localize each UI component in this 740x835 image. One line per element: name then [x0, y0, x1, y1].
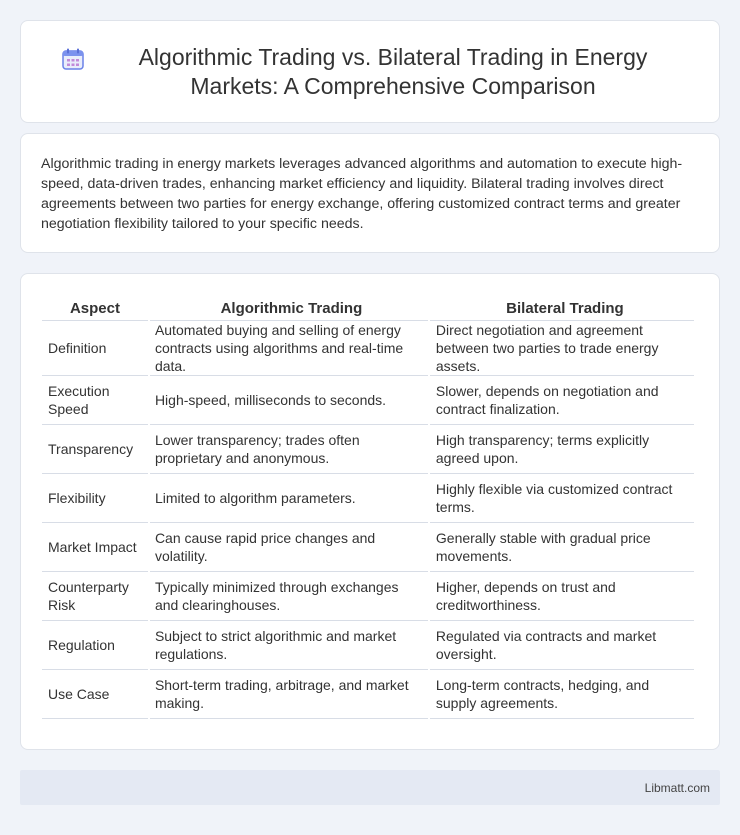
table-row — [42, 523, 694, 572]
footer — [20, 770, 720, 805]
header-card — [20, 20, 720, 123]
comparison-table — [40, 294, 696, 719]
intro-text: Algorithmic trading in energy markets leverages advanced algorithms and automation to execute high-speed, data-driven trades, enhancing market efficiency and liquidity. Bilateral trading involves direct agreements between two parties for energy exchange, offering customized contract terms and greater negotiation flexibility tailored to your specific needs. — [41, 156, 683, 232]
algorithmic-cell: Short-term trading, arbitrage, and market making. — [150, 670, 428, 719]
algorithmic-cell: Can cause rapid price changes and volatility. — [150, 523, 428, 572]
bilateral-cell: Highly flexible via customized contract terms. — [430, 474, 694, 523]
bilateral-cell: Direct negotiation and agreement between two parties to trade energy assets. — [430, 321, 694, 376]
page-title: Algorithmic Trading vs. Bilateral Trading in Energy Markets: A Comprehensive Comparison — [138, 43, 648, 99]
bilateral-cell: Slower, depends on negotiation and contract finalization. — [430, 376, 694, 425]
aspect-cell: Counterparty Risk — [42, 572, 148, 621]
bilateral-cell: High transparency; terms explicitly agreed upon. — [430, 425, 694, 474]
algorithmic-cell: Lower transparency; trades often proprietary and anonymous. — [150, 425, 428, 474]
table-row — [42, 425, 694, 474]
calendar-icon — [61, 47, 85, 71]
aspect-cell: Use Case — [42, 670, 148, 719]
aspect-cell: Flexibility — [42, 474, 148, 523]
bilateral-cell: Generally stable with gradual price movements. — [430, 523, 694, 572]
bilateral-cell: Higher, depends on trust and creditworthiness. — [430, 572, 694, 621]
table-row — [42, 572, 694, 621]
bilateral-cell: Regulated via contracts and market oversight. — [430, 621, 694, 670]
header-algorithmic: Algorithmic Trading — [150, 294, 428, 321]
algorithmic-cell: Typically minimized through exchanges and clearinghouses. — [150, 572, 428, 621]
aspect-cell: Market Impact — [42, 523, 148, 572]
aspect-cell: Transparency — [42, 425, 148, 474]
table-row — [42, 621, 694, 670]
algorithmic-cell: Subject to strict algorithmic and market regulations. — [150, 621, 428, 670]
table-row — [42, 376, 694, 425]
comparison-card — [20, 273, 720, 750]
algorithmic-cell: Automated buying and selling of energy contracts using algorithms and real-time data. — [150, 321, 428, 376]
intro-card — [20, 133, 720, 253]
aspect-cell: Definition — [42, 321, 148, 376]
algorithmic-cell: Limited to algorithm parameters. — [150, 474, 428, 523]
algorithmic-cell: High-speed, milliseconds to seconds. — [150, 376, 428, 425]
table-row — [42, 474, 694, 523]
aspect-cell: Execution Speed — [42, 376, 148, 425]
header-aspect: Aspect — [42, 294, 148, 321]
bilateral-cell: Long-term contracts, hedging, and supply agreements. — [430, 670, 694, 719]
table-header-row — [42, 294, 694, 321]
header — [21, 21, 719, 122]
header-bilateral: Bilateral Trading — [430, 294, 694, 321]
aspect-cell: Regulation — [42, 621, 148, 670]
table-row — [42, 321, 694, 376]
footer-site-link[interactable]: Libmatt.com — [644, 780, 710, 795]
table-row — [42, 670, 694, 719]
